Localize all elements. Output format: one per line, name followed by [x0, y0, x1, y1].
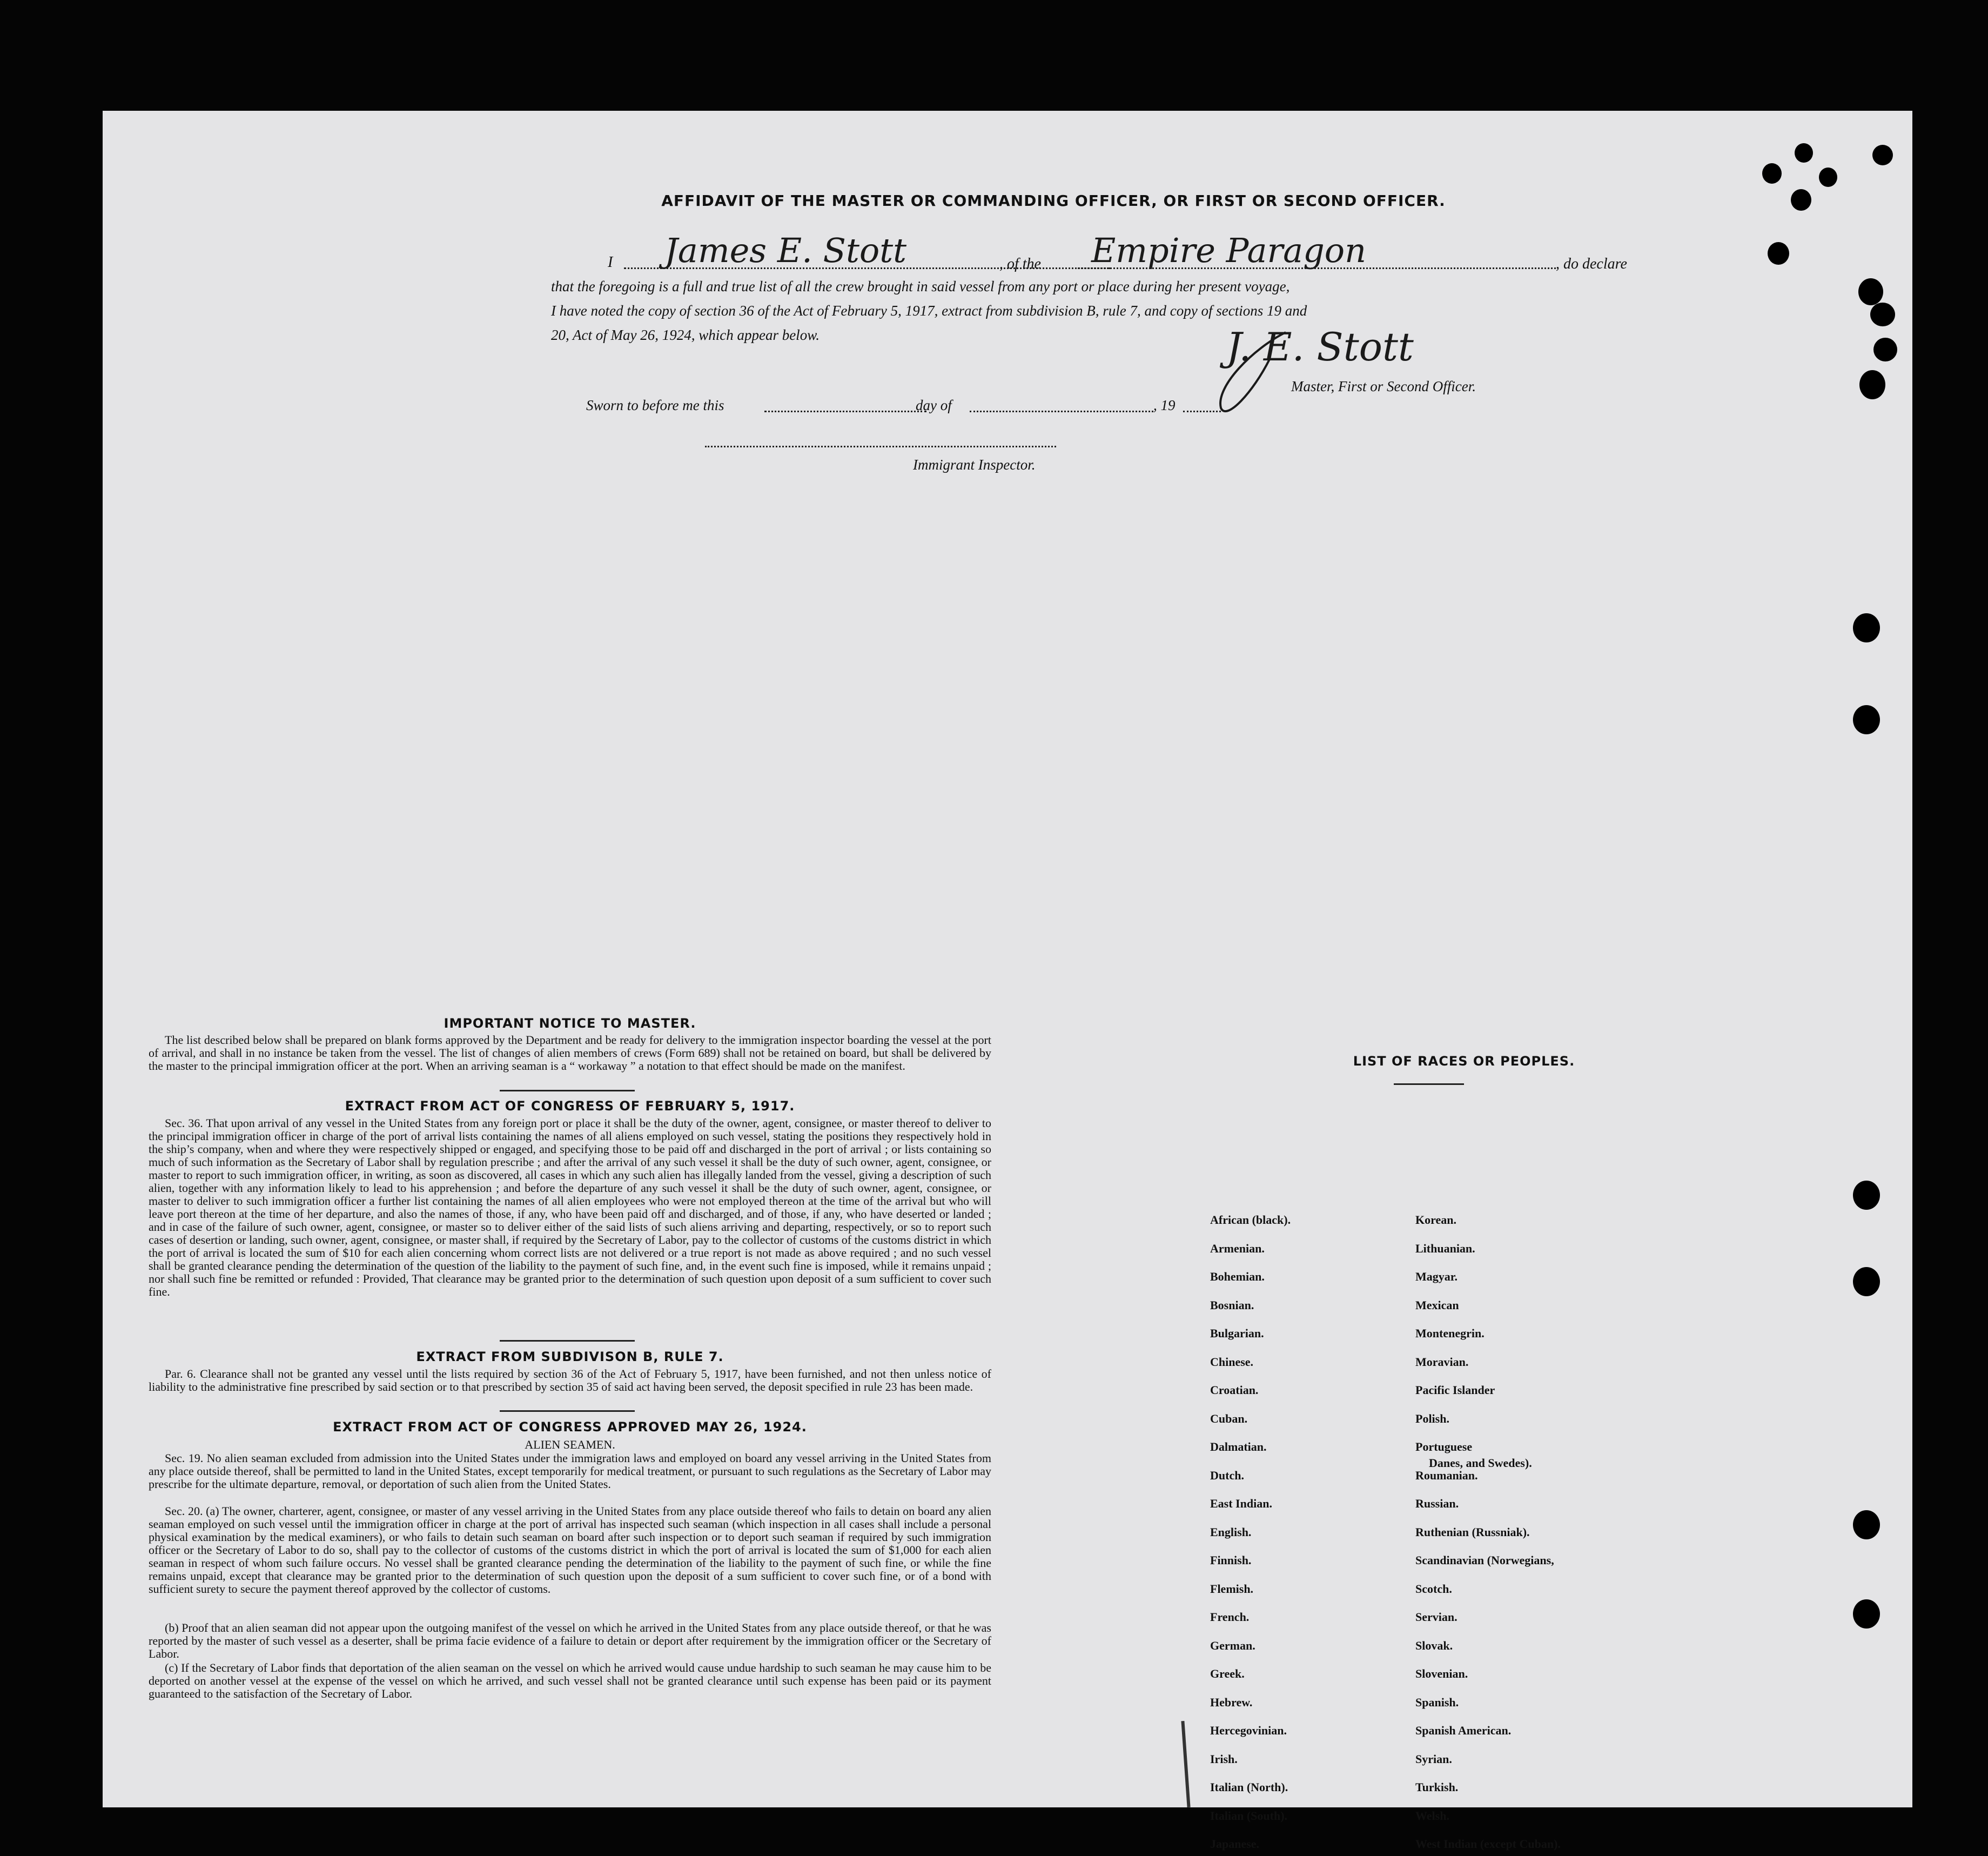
- affidavit-i: I: [608, 254, 613, 271]
- race-right-item: Korean.: [1415, 1213, 1456, 1227]
- race-left-item: Armenian.: [1210, 1241, 1265, 1255]
- punch-hole: [1853, 705, 1880, 734]
- sworn-month-line: [970, 411, 1153, 412]
- paper-tear: [1181, 1721, 1190, 1807]
- punch-hole: [1795, 143, 1813, 163]
- race-left-item: Croatian.: [1210, 1383, 1259, 1397]
- notice-text: The list described below shall be prepared on blank forms approved by the Department and be ready for delivery to the immigration inspector boarding the vessel at the port of arrival, and shall in no instance be taken from the vessel. The list of changes of alien members of crews (Form 689) shall not be retained on board, but shall be delivered by the master to the principal immigration officer at the port. When an arriving seaman is a “ workaway ” a notation to that effect should be made on the manifest.: [149, 1033, 991, 1073]
- notice-title: IMPORTANT NOTICE TO MASTER.: [444, 1016, 696, 1031]
- extract3-sec19: Sec. 19. No alien seaman excluded from admission into the United States under the immigration laws and employed on board any vessel arriving in the United States from any place outside thereof, shall be permitted to land in the United States, except temporarily for medical treatment, or pursuant to such regulations as the Secretary of Labor may prescribe for the ultimate departure, removal, or deportation of such alien from the United States.: [149, 1451, 991, 1491]
- race-left-item: Italian (North).: [1210, 1780, 1288, 1794]
- extract1-text: Sec. 36. That upon arrival of any vessel in the United States from any foreign port or place it shall be the duty of the owner, agent, consignee, or master thereof to deliver to the principal immigration officer in charge of the port of arrival lists containing the names of all aliens employed on such vessel, stating the positions they respectively hold in the ship’s company, when and where they were respectively shipped or engaged, and specifying those to be paid off and discharged in the port of arrival ; or lists containing so much of such information as the Secretary of Labor shall by regulation prescribe ; and after the arrival of any such vessel it shall be the duty of such owner, agent, consignee, or master to report to such immigration officer, in writing, as soon as discovered, all cases in which any such alien has illegally landed from the vessel, giving a description of such alien, together with any information likely to lead to his apprehension ; and before the departure of any such vessel it shall be the duty of such owner, agent, consignee, or master to deliver to such immigration officer a further list containing the names of all alien employees who were not employed thereon at the time of the arrival but who will leave port thereon at the time of her departure, and also the names of those, if any, who have been paid off and discharged, and of those, if any, who have deserted or landed ; and in case of the failure of such owner, agent, consignee, or master so to deliver either of the said lists of such aliens arriving and departing, respectively, or so to report such cases of desertion or landing, such owner, agent, consignee, or master shall, if required by the Secretary of Labor, pay to the collector of customs of the customs district in which the port of arrival is located the sum of $10 for each alien concerning whom correct lists are not delivered or a true report is not made as above required ; and no such vessel shall be granted clearance pending the determination of the question of the liability to the payment of such fine, and, in the event such fine is imposed, while it remains unpaid ; nor shall such fine be remitted or refunded : Provided, That clearance may be granted prior to the determination of such question upon deposit of a sum sufficient to cover such fine.: [149, 1116, 991, 1298]
- punch-hole: [1853, 1267, 1880, 1296]
- races-divider: [1394, 1083, 1464, 1085]
- race-right-item: Lithuanian.: [1415, 1241, 1475, 1255]
- extract2-text: Par. 6. Clearance shall not be granted any vessel until the lists required by section 36 of the Act of February 5, 1917, have been furnished, and not then unless notice of liability to the administrative fine prescribed by said section or to that prescribed by section 35 of said act having been served, the deposit specified in rule 23 has been made.: [149, 1367, 991, 1393]
- race-left-item: Dutch.: [1210, 1468, 1244, 1482]
- race-right-item: Syrian.: [1415, 1752, 1452, 1766]
- signature: J. E. Stott: [1226, 324, 1414, 370]
- race-left-item: Dalmatian.: [1210, 1440, 1267, 1453]
- master-officer-label: Master, First or Second Officer.: [1291, 378, 1476, 394]
- punch-hole: [1853, 1599, 1880, 1629]
- race-left-item: German.: [1210, 1638, 1255, 1652]
- sworn-label: Sworn to before me this: [586, 397, 724, 413]
- race-right-item: Servian.: [1415, 1610, 1458, 1624]
- signature-flourish: [1205, 327, 1324, 419]
- race-right-item: Pacific Islander: [1415, 1383, 1495, 1397]
- divider: [500, 1410, 635, 1412]
- punch-hole: [1791, 189, 1811, 211]
- day-of-label: day of: [916, 397, 952, 413]
- extract3-title: EXTRACT FROM ACT OF CONGRESS APPROVED MAY 26, 1924.: [333, 1419, 807, 1435]
- extract3-sec20b: (b) Proof that an alien seaman did not appear upon the outgoing manifest of the vessel on which he arrived in the United States from any place outside thereof, or that he was reported by the master of such vessel as a deserter, shall be prima facie evidence of a failure to detain or deport after requirement by the immigration officer or the Secretary of Labor.: [149, 1621, 991, 1660]
- race-left-item: African (black).: [1210, 1213, 1291, 1227]
- master-name-handwritten: James E. Stott: [664, 231, 907, 270]
- extract2-title: EXTRACT FROM SUBDIVISON B, RULE 7.: [416, 1349, 724, 1364]
- race-right-item: Welsh.: [1415, 1808, 1449, 1823]
- race-right-item: Moravian.: [1415, 1355, 1469, 1369]
- race-left-item: East Indian.: [1210, 1497, 1272, 1510]
- punch-hole: [1768, 242, 1789, 265]
- punch-hole: [1853, 1181, 1880, 1210]
- race-left-item: Flemish.: [1210, 1582, 1254, 1596]
- punch-hole: [1819, 167, 1837, 187]
- sworn-year-line: [1183, 411, 1221, 412]
- race-left-item: Hercegovinian.: [1210, 1724, 1287, 1737]
- punch-hole: [1853, 613, 1880, 642]
- sworn-day-line: [764, 411, 926, 412]
- race-left-item: Finnish.: [1210, 1553, 1252, 1567]
- race-left-item: French.: [1210, 1610, 1250, 1624]
- inspector-label: Immigrant Inspector.: [913, 457, 1036, 473]
- race-left-item: English.: [1210, 1525, 1252, 1539]
- punch-hole: [1873, 338, 1897, 361]
- extract3-sec20a: Sec. 20. (a) The owner, charterer, agent, consignee, or master of any vessel arriving in the United States from any place outside thereof who fails to detain on board any alien seaman employed on such vessel until the immigration officer in charge at the port of arrival has inspected such seaman (which inspection in all cases shall include a personal physical examination by the medical examiners), or who fails to detain such seaman on board after such inspection or to deport such seaman if required by such immigration officer or the Secretary of Labor to do so, shall pay to the collector of customs of the customs district in which the port of arrival is located the sum of $1,000 for each alien seaman in respect of whom such failure occurs. No vessel shall be granted clearance pending the determination of the liability to the payment of such fine, or while the fine remains unpaid, except that clearance may be granted prior to the determination of such question upon the deposit of a sum sufficient to cover such fine, or of a bond with sufficient surety to secure the payment thereof approved by the collector of customs.: [149, 1504, 991, 1596]
- punch-hole: [1853, 1510, 1880, 1539]
- race-left-item: Greek.: [1210, 1667, 1245, 1680]
- extract3-subtitle: ALIEN SEAMEN.: [525, 1438, 615, 1451]
- race-right-item: Slovak.: [1415, 1638, 1453, 1652]
- race-left-item: Italian (South).: [1210, 1808, 1288, 1823]
- race-left-item: Hebrew.: [1210, 1695, 1253, 1709]
- divider: [500, 1090, 635, 1091]
- race-scandinavian-cont: Danes, and Swedes).: [1429, 1456, 1532, 1470]
- affidavit-line-4: 20, Act of May 26, 1924, which appear below.: [551, 327, 820, 343]
- year-label: , 19: [1153, 397, 1176, 413]
- extract3-sec20c: (c) If the Secretary of Labor finds that deportation of the alien seaman on the vessel on which he arrived would cause undue hardship to such seaman he may cause him to be deported on another vessel at the expense of the vessel on which he arrived, and such vessel shall not be granted clearance until such expense has been paid or its payment guaranteed to the satisfaction of the Secretary of Labor.: [149, 1661, 991, 1700]
- race-right-item: Portuguese: [1415, 1440, 1473, 1453]
- race-right-item: Spanish American.: [1415, 1724, 1512, 1737]
- divider: [500, 1340, 635, 1342]
- punch-hole: [1762, 163, 1782, 184]
- race-left-item: Bohemian.: [1210, 1270, 1265, 1283]
- race-right-item: Spanish.: [1415, 1695, 1459, 1709]
- vessel-name-handwritten: Empire Paragon: [1091, 231, 1367, 270]
- race-right-item: West Indian (except Cuban).: [1415, 1837, 1561, 1851]
- punch-hole: [1872, 145, 1893, 165]
- race-right-item: Turkish.: [1415, 1780, 1459, 1794]
- punch-hole: [1859, 370, 1885, 399]
- race-left-item: Bulgarian.: [1210, 1326, 1264, 1340]
- races-title: LIST OF RACES OR PEOPLES.: [1353, 1054, 1575, 1069]
- race-left-item: Bosnian.: [1210, 1298, 1254, 1312]
- affidavit-line-3: I have noted the copy of section 36 of the Act of February 5, 1917, extract from subdivision B, rule 7, and copy of sections 19 and: [551, 303, 1307, 319]
- extract1-title: EXTRACT FROM ACT OF CONGRESS OF FEBRUARY 5, 1917.: [345, 1098, 795, 1114]
- race-left-item: Chinese.: [1210, 1355, 1254, 1369]
- race-right-item: Slovenian.: [1415, 1667, 1468, 1680]
- do-declare-label: , do declare: [1556, 256, 1627, 272]
- race-left-item: Irish.: [1210, 1752, 1238, 1766]
- punch-hole: [1858, 278, 1883, 305]
- race-right-item: Scotch.: [1415, 1582, 1452, 1596]
- punch-hole: [1870, 303, 1895, 326]
- race-right-item: Magyar.: [1415, 1270, 1458, 1283]
- race-right-item: Ruthenian (Russniak).: [1415, 1525, 1530, 1539]
- race-right-item: Scandinavian (Norwegians,: [1415, 1553, 1554, 1567]
- of-the-label: , of the: [999, 256, 1041, 272]
- race-right-item: Montenegrin.: [1415, 1326, 1485, 1340]
- affidavit-line-2: that the foregoing is a full and true list of all the crew brought in said vessel from any port or place during her present voyage,: [551, 278, 1290, 294]
- form-page: [103, 111, 1912, 1851]
- race-left-item: Japanese.: [1210, 1837, 1260, 1851]
- race-right-item: Mexican: [1415, 1298, 1459, 1312]
- inspector-signature-line: [705, 446, 1056, 447]
- race-right-item: Russian.: [1415, 1497, 1459, 1510]
- race-right-item: Polish.: [1415, 1411, 1449, 1425]
- race-right-item: Roumanian.: [1415, 1468, 1478, 1482]
- race-left-item: Cuban.: [1210, 1411, 1248, 1425]
- affidavit-title: AFFIDAVIT OF THE MASTER OR COMMANDING OFFICER, OR FIRST OR SECOND OFFICER.: [661, 192, 1446, 210]
